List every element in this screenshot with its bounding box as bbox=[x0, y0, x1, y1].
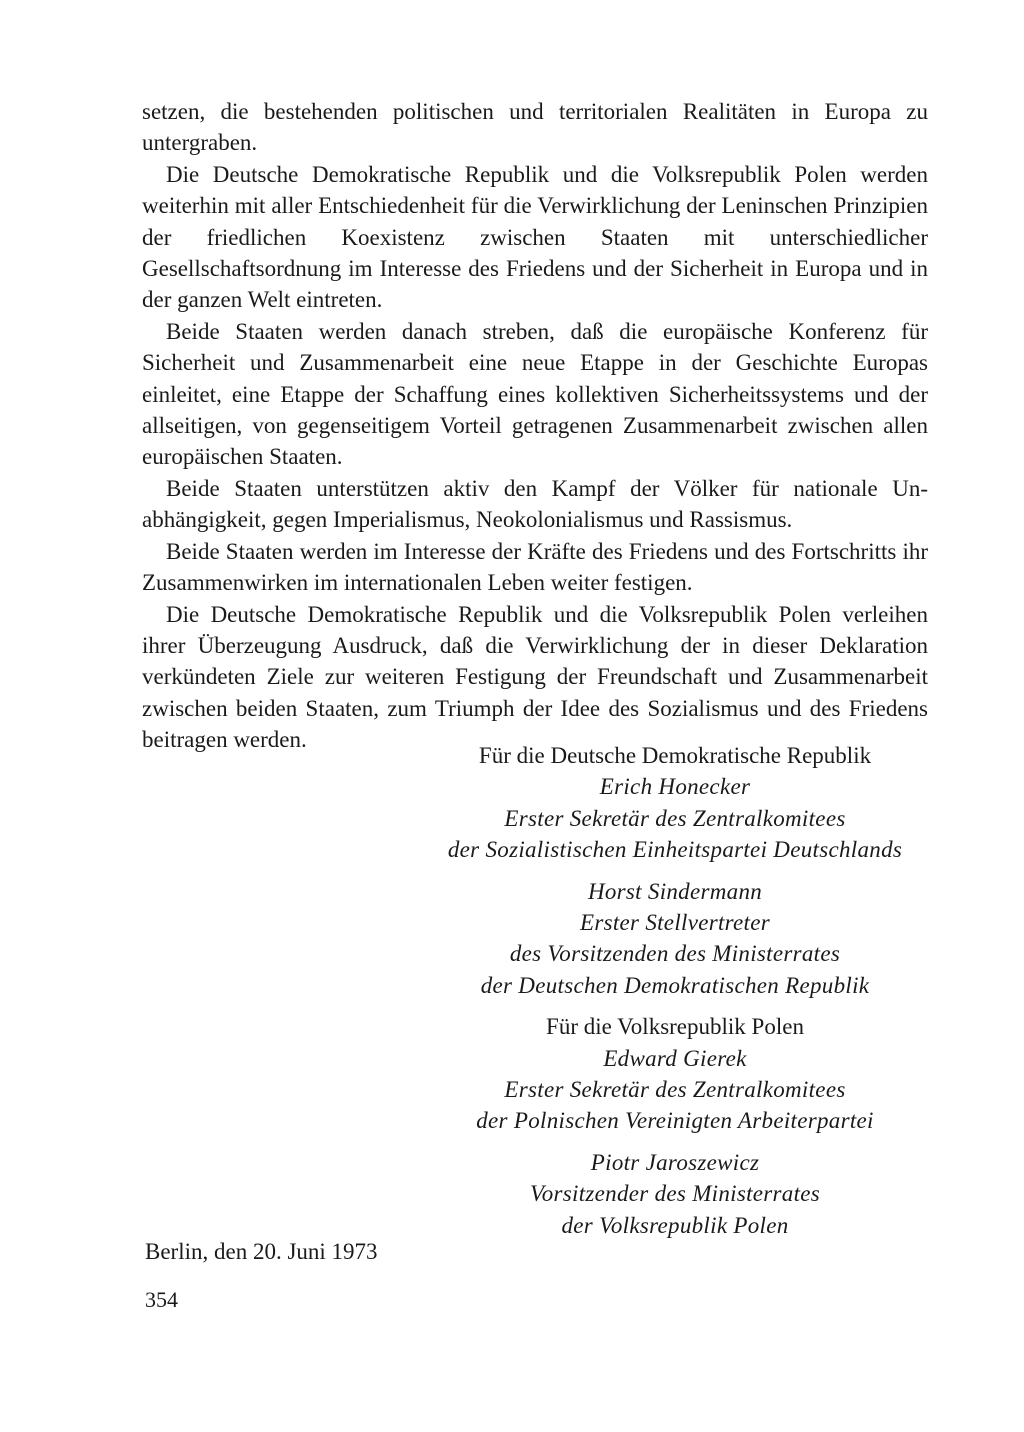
signer-name: Piotr Jaroszewicz bbox=[590, 1149, 760, 1175]
document-page bbox=[142, 96, 928, 756]
signer-title: Erster Sekretär des Zentralkomitees bbox=[504, 1077, 846, 1103]
signer-title: der Polnischen Vereinigten Arbeiterpartei bbox=[476, 1108, 874, 1134]
signer-title: des Vorsitzenden des Ministerrates bbox=[509, 941, 841, 967]
signer-title: der Sozialistischen Einheitspartei Deutschlands bbox=[447, 837, 903, 863]
paragraph-european-conference: Beide Staaten werden danach streben, daß die europäische Konferenz für Sicherheit und Zusammenarbeit eine neue Etappe in der Geschichte Europas einleitet, eine Etappe der Schaffung eines kollektiven Sicherheitssystems und der allseitigen, von gegenseitigem Vorteil getragenen Zusammenarbeit zwischen allen europäischen Staaten. bbox=[142, 318, 928, 470]
signature-block-gdr-honecker bbox=[420, 740, 930, 866]
signer-name: Erich Honecker bbox=[599, 774, 751, 800]
paragraph-international-cooperation: Beide Staaten werden im Interesse der Kräfte des Friedens und des Fortschritts ihr Zusammenwirken im internationalen Leben weiter festigen. bbox=[142, 538, 928, 596]
signer-title: Erster Sekretär des Zentralkomitees bbox=[504, 805, 846, 831]
signer-title: Erster Stellvertreter bbox=[579, 910, 771, 936]
paragraph-independence-struggle: Beide Staaten unterstützen aktiv den Kampf der Völker für nationale Unabhängigkeit, gegen Imperialismus, Neokolonialismus und Rassismus. bbox=[142, 475, 928, 533]
signature-heading-poland: Für die Volksrepublik Polen bbox=[546, 1014, 804, 1040]
paragraph-lenin-principles: Die Deutsche Demokratische Republik und die Volksrepublik Polen werden weiterhin mit aller Entschiedenheit für die Verwirklichung der Leninschen Prinzipien der friedlichen Koexistenz zwischen Staaten mit unterschiedlicher Gesellschaftsordnung im Interesse des Friedens und der Sicherheit in Europa und in der ganzen Welt eintreten. bbox=[142, 161, 928, 313]
signer-title: der Deutschen Demokratischen Republik bbox=[480, 972, 870, 998]
signature-block-poland-jaroszewicz bbox=[420, 1147, 930, 1241]
signature-block-gdr-sindermann bbox=[420, 876, 930, 1002]
place-and-date: Berlin, den 20. Juni 1973 bbox=[145, 1239, 378, 1264]
signature-heading-gdr: Für die Deutsche Demokratische Republik bbox=[478, 743, 872, 768]
signer-name: Edward Gierek bbox=[603, 1045, 747, 1071]
page-number: 354 bbox=[145, 1287, 178, 1312]
signature-block-poland-gierek bbox=[420, 1011, 930, 1137]
signer-title: der Volksrepublik Polen bbox=[561, 1212, 789, 1238]
paragraph-continuation: setzen, die bestehenden politischen und territorialen Realitäten in Europa zu untergraben. bbox=[142, 99, 928, 156]
paragraph-declaration-goals: Die Deutsche Demokratische Republik und die Volksrepublik Polen verleihen ihrer Überzeugung Ausdruck, daß die Verwirklichung der in dieser Deklaration verkündeten Ziele zur weiteren Festigung der Freundschaft und Zusammenarbeit zwischen beiden Staaten, zum Triumph der Idee des Sozialismus und des Friedens beitragen werden. bbox=[142, 601, 928, 753]
signer-title: Vorsitzender des Ministerrates bbox=[529, 1181, 821, 1207]
signer-name: Horst Sindermann bbox=[587, 878, 763, 904]
signature-section bbox=[420, 740, 930, 1245]
body-text bbox=[142, 96, 928, 756]
